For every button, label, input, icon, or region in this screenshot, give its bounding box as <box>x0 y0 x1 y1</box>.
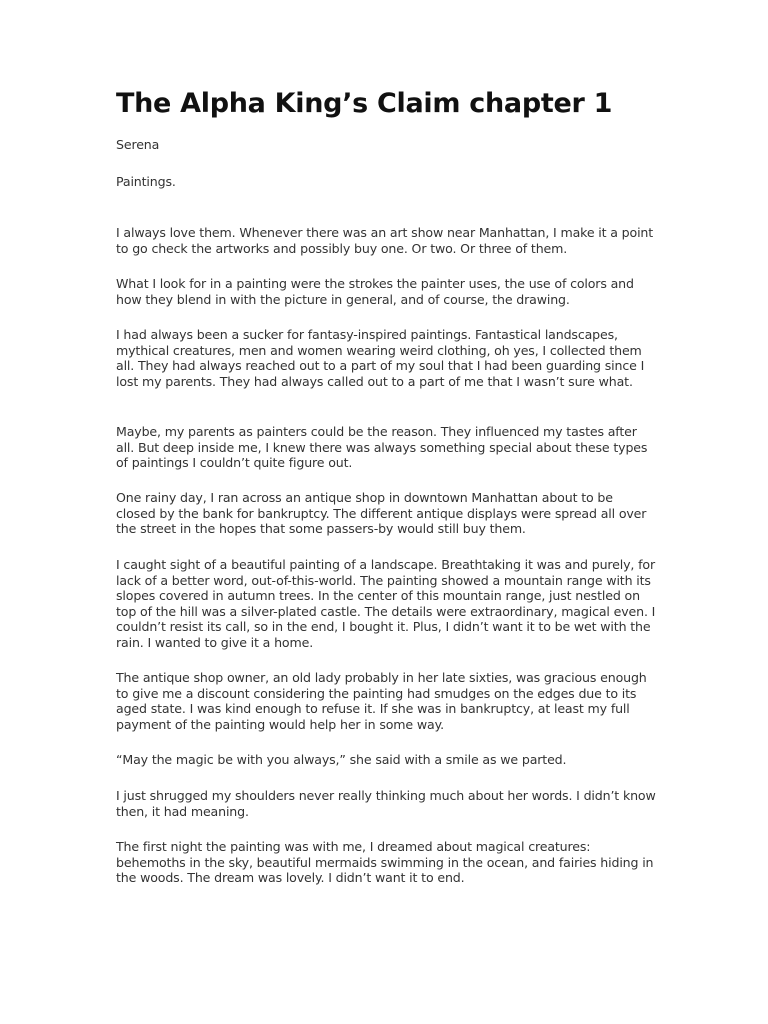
paragraph-3: What I look for in a painting were the strokes the painter uses, the use of colors and how they blend in with the picture in general, and of course, the drawing. <box>116 276 634 307</box>
paragraph-10: I just shrugged my shoulders never really thinking much about her words. I didn’t know then, it had meaning. <box>116 788 656 819</box>
paragraph-5: Maybe, my parents as painters could be the reason. They influenced my tastes after all. But deep inside me, I knew there was always something special about these types of paintings I couldn’t quite figure out. <box>116 424 648 471</box>
paragraph-4: I had always been a sucker for fantasy-inspired paintings. Fantastical landscapes, mythical creatures, men and women wearing weird clothing, oh yes, I collected them all. They had always reached out to a part of my soul that I had been guarding since I lost my parents. They had always called out to a part of me that I wasn’t sure what. <box>116 327 645 389</box>
paragraph-6: One rainy day, I ran across an antique shop in downtown Manhattan about to be closed by the bank for bankruptcy. The different antique displays were spread all over the street in the hopes that some passers-by would still buy them. <box>116 490 647 537</box>
paragraph-author: Serena <box>116 137 160 152</box>
paragraph-1: Paintings. <box>116 174 176 189</box>
paragraph-11: The first night the painting was with me, I dreamed about magical creatures: behemoths in the sky, beautiful mermaids swimming in the ocean, and fairies hiding in the woods. The dream was lovely. I didn’t want it to end. <box>116 839 654 886</box>
paragraph-9: “May the magic be with you always,” she said with a smile as we parted. <box>116 752 567 767</box>
paragraph-7: I caught sight of a beautiful painting of a landscape. Breathtaking it was and purely, for lack of a better word, out-of-this-world. The painting showed a mountain range with its slopes covered in autumn trees. In the center of this mountain range, just nestled on top of the hill was a silver-plated castle. The details were extraordinary, magical even. I couldn’t resist its call, so in the end, I bought it. Plus, I didn’t want it to be wet with the rain. I wanted to give it a home. <box>116 557 656 650</box>
paragraph-8: The antique shop owner, an old lady probably in her late sixties, was gracious enough to give me a discount considering the painting had smudges on the edges due to its aged state. I was kind enough to refuse it. If she was in bankruptcy, at least my full payment of the painting would help her in some way. <box>116 670 647 732</box>
page-title: The Alpha King’s Claim chapter 1 <box>116 88 613 119</box>
paragraph-2: I always love them. Whenever there was an art show near Manhattan, I make it a point to go check the artworks and possibly buy one. Or two. Or three of them. <box>116 225 654 256</box>
